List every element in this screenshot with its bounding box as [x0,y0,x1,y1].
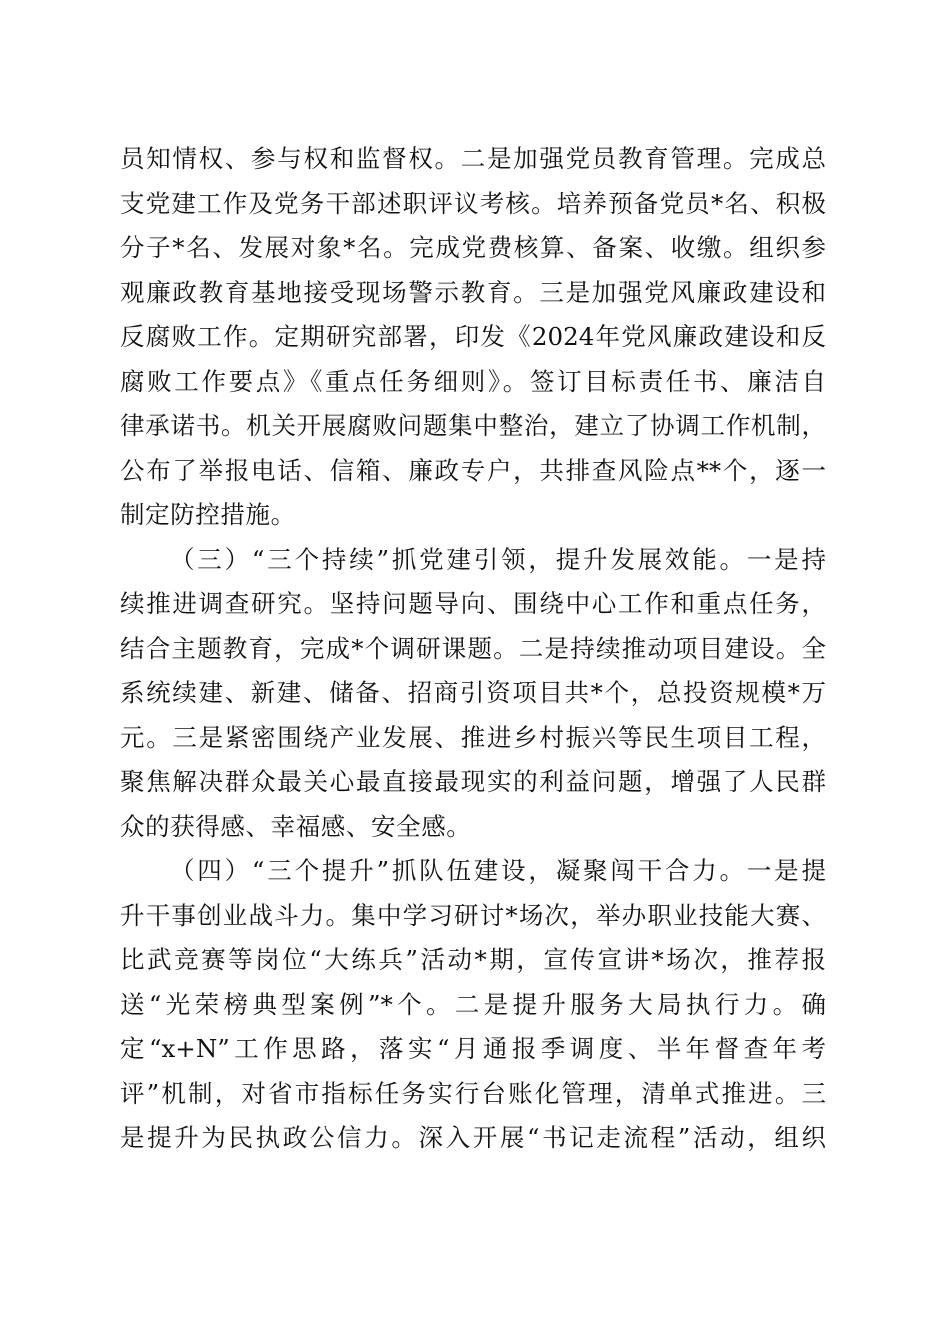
text-line: 众的获得感、幸福感、安全感。 [120,811,472,841]
text-line: 定“x+N”工作思路，落实“月通报季调度、半年督查年考 [120,1034,826,1063]
text-line: 比武竞赛等岗位“大练兵”活动*期，宣传宣讲*场次，推荐报 [120,945,826,974]
text-line: 升干事创业战斗力。集中学习研讨*场次，举办职业技能大赛、 [120,900,826,930]
text-line: 腐败工作要点》《重点任务细则》。签订目标责任书、廉洁自 [120,366,826,396]
text-line: 反腐败工作。定期研究部署，印发《2024年党风廉政建设和反 [120,322,826,351]
text-line: 结合主题教育，完成*个调研课题。二是持续推动项目建设。全 [120,633,826,663]
text-line: 是提升为民执政公信力。深入开展“书记走流程”活动，组织 [120,1123,826,1152]
text-line: 分子*名、发展对象*名。完成党费核算、备案、收缴。组织参 [120,233,826,262]
text-line: 系统续建、新建、储备、招商引资项目共*个，总投资规模*万 [120,678,826,707]
section-heading-line: （四）“三个提升”抓队伍建设，凝聚闯干合力。一是提 [170,856,826,885]
section-heading-line: （三）“三个持续”抓党建引领，提升发展效能。一是持 [170,544,826,574]
text-line: 评”机制，对省市指标任务实行台账化管理，清单式推进。三 [120,1078,826,1108]
paragraph-3 [120,849,826,1161]
paragraph-1 [120,137,826,538]
text-line: 观廉政教育基地接受现场警示教育。三是加强党风廉政建设和 [120,277,826,307]
text-line: 公布了举报电话、信箱、廉政专户，共排查风险点**个，逐一 [120,455,826,485]
paragraph-2 [120,538,826,850]
text-line: 聚焦解决群众最关心最直接最现实的利益问题，增强了人民群 [120,767,826,796]
text-line: 员知情权、参与权和监督权。二是加强党员教育管理。完成总 [120,144,826,173]
text-line: 元。三是紧密围绕产业发展、推进乡村振兴等民生项目工程， [120,722,826,752]
text-line: 送“光荣榜典型案例”*个。二是提升服务大局执行力。确 [120,989,826,1019]
text-line: 支党建工作及党务干部述职评议考核。培养预备党员*名、积极 [120,188,826,218]
document-page [120,137,826,1161]
text-line: 律承诺书。机关开展腐败问题集中整治，建立了协调工作机制， [120,411,826,440]
text-line: 制定防控措施。 [120,500,296,529]
text-line: 续推进调查研究。坚持问题导向、围绕中心工作和重点任务， [120,589,826,618]
